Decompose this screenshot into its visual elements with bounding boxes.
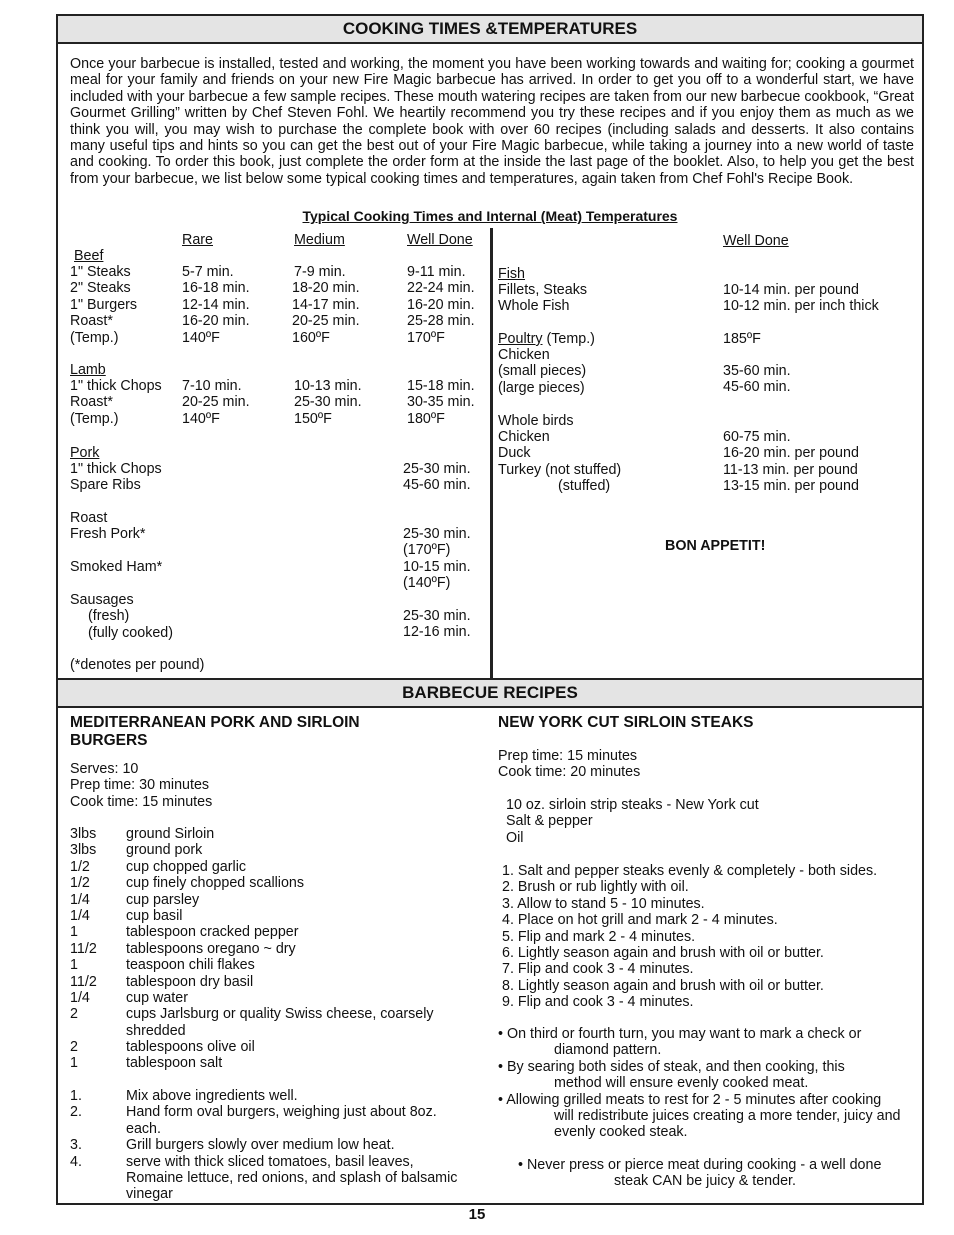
ingredient: cup water bbox=[126, 989, 188, 1006]
cell: 7-9 min. bbox=[294, 264, 346, 280]
sausages-fresh: (fresh) bbox=[88, 608, 130, 625]
meta-line: Cook time: 20 minutes bbox=[498, 764, 641, 781]
ingredient: tablespoons olive oil bbox=[126, 1039, 255, 1056]
cell: 170ºF bbox=[407, 329, 445, 346]
cell: 18-20 min. bbox=[292, 280, 360, 297]
step: 9. Flip and cook 3 - 4 minutes. bbox=[502, 994, 694, 1011]
cell: 180ºF bbox=[407, 410, 445, 427]
table-note: (*denotes per pound) bbox=[70, 657, 205, 673]
left-step-text bbox=[126, 1088, 466, 1203]
cell: 20-25 min. bbox=[182, 394, 250, 411]
cell: 160ºF bbox=[292, 329, 330, 346]
left-step-numbers bbox=[70, 1088, 82, 1170]
ingredient: cup finely chopped scallions bbox=[126, 875, 305, 892]
step: 5. Flip and mark 2 - 4 minutes. bbox=[502, 928, 696, 945]
pork-row: 1" thick Chops bbox=[70, 461, 162, 477]
meta-line: Prep time: 15 minutes bbox=[498, 748, 638, 764]
cell: 25-30 min. bbox=[294, 394, 362, 411]
qty: 3lbs bbox=[70, 826, 97, 842]
ingredient: tablespoon cracked pepper bbox=[126, 924, 299, 941]
cell: 25-30 min. bbox=[403, 461, 471, 477]
whole-birds-label: Whole birds bbox=[498, 413, 574, 429]
step-text: Hand form oval burgers, weighing just about 8oz. each. bbox=[126, 1104, 437, 1137]
step-text: serve with thick sliced tomatoes, basil leaves, Romaine lettuce, red onions, and splash of balsamic vinegar bbox=[126, 1153, 458, 1203]
cell: 30-35 min. bbox=[407, 394, 475, 411]
birds-row: Duck bbox=[498, 445, 531, 462]
right-recipe-title: NEW YORK CUT SIRLOIN STEAKS bbox=[498, 714, 754, 731]
cell: 14-17 min. bbox=[292, 296, 360, 313]
qty: 1/4 bbox=[70, 989, 90, 1006]
step-text: Grill burgers slowly over medium low heat. bbox=[126, 1137, 395, 1154]
step-number: 3. bbox=[70, 1137, 82, 1154]
step: 2. Brush or rub lightly with oil. bbox=[502, 879, 689, 896]
ingredient: Salt & pepper bbox=[506, 813, 593, 830]
poultry-times bbox=[723, 363, 791, 396]
qty: 3lbs bbox=[70, 842, 97, 859]
meta-line: Prep time: 30 minutes bbox=[70, 777, 210, 794]
cell: 16-20 min. bbox=[182, 313, 250, 330]
beef-rows bbox=[70, 264, 137, 346]
cell: 12-16 min. bbox=[403, 624, 471, 641]
qty: 1 bbox=[70, 1055, 78, 1072]
cell: 16-20 min. bbox=[407, 296, 475, 313]
ingredient: tablespoon dry basil bbox=[126, 973, 254, 990]
beef-medium bbox=[292, 264, 360, 346]
qty: 1/4 bbox=[70, 891, 90, 908]
step: 3. Allow to stand 5 - 10 minutes. bbox=[502, 895, 705, 912]
sausages-cooked: (fully cooked) bbox=[88, 624, 174, 641]
left-ingredient-qty bbox=[70, 826, 97, 1072]
final-tip-rest: steak CAN be juicy & tender. bbox=[614, 1173, 796, 1189]
cell: 45-60 min. bbox=[723, 379, 791, 396]
ingredient: Oil bbox=[506, 829, 524, 846]
qty: 2 bbox=[70, 1006, 78, 1023]
poultry-label: Poultry bbox=[498, 331, 543, 347]
beef-row: 1" Steaks bbox=[70, 264, 131, 280]
col-welldone: Well Done bbox=[407, 232, 473, 248]
ingredient: teaspoon chili flakes bbox=[126, 957, 255, 974]
beef-label: Beef bbox=[74, 248, 104, 264]
step: 4. Place on hot grill and mark 2 - 4 minutes. bbox=[502, 912, 778, 929]
qty: 2 bbox=[70, 1039, 78, 1056]
final-tip: • Never press or pierce meat during cooking - a well done bbox=[518, 1157, 882, 1173]
lamb-welldone bbox=[407, 378, 475, 427]
cell: (170ºF) bbox=[403, 542, 451, 559]
cell: 22-24 min. bbox=[407, 280, 475, 297]
qty: 11/2 bbox=[70, 973, 97, 990]
fish-row: Fillets, Steaks bbox=[498, 282, 587, 298]
ingredient: cups Jarlsburg or quality Swiss cheese, coarsely shredded bbox=[126, 1006, 434, 1039]
whole-birds-rows bbox=[498, 429, 621, 495]
cell: 45-60 min. bbox=[403, 477, 471, 494]
cell: 25-28 min. bbox=[407, 313, 475, 330]
beef-row: 1" Burgers bbox=[70, 296, 138, 313]
ingredient: tablespoon salt bbox=[126, 1055, 223, 1072]
left-recipe-title: MEDITERRANEAN PORK AND SIRLOIN BURGERS bbox=[70, 714, 360, 749]
fish-times bbox=[723, 282, 879, 315]
cooking-times-header: COOKING TIMES &TEMPERATURES bbox=[58, 16, 922, 44]
qty: 11/2 bbox=[70, 940, 97, 957]
cell: 9-11 min. bbox=[407, 264, 466, 280]
ingredient: cup parsley bbox=[126, 891, 200, 908]
beef-rare bbox=[182, 264, 250, 346]
cell: 140ºF bbox=[182, 329, 220, 346]
cell: 12-14 min. bbox=[182, 296, 250, 313]
lamb-medium bbox=[294, 378, 362, 427]
pork-label: Pork bbox=[70, 445, 100, 461]
lamb-row: 1" thick Chops bbox=[70, 378, 162, 394]
cell: 13-15 min. per pound bbox=[723, 478, 859, 495]
step-text: Mix above ingredients well. bbox=[126, 1088, 298, 1104]
poultry-row: (small pieces) bbox=[498, 363, 587, 380]
beef-row: (Temp.) bbox=[70, 329, 119, 346]
birds-stuffed: (stuffed) bbox=[558, 478, 611, 495]
step: 1. Salt and pepper steaks evenly & completely - both sides. bbox=[502, 863, 878, 879]
fish-row: Whole Fish bbox=[498, 298, 570, 315]
cell: 20-25 min. bbox=[292, 313, 360, 330]
step-number: 1. bbox=[70, 1088, 82, 1104]
tip-line: method will ensure evenly cooked meat. bbox=[554, 1075, 809, 1092]
qty: 1 bbox=[70, 957, 78, 974]
roast-label: Roast bbox=[70, 510, 108, 526]
meta-line: Cook time: 15 minutes bbox=[70, 793, 213, 810]
poultry-temp: 185ºF bbox=[723, 331, 761, 347]
step: 8. Lightly season again and brush with oil or butter. bbox=[502, 977, 824, 994]
smoked-ham-label: Smoked Ham* bbox=[70, 559, 163, 576]
lamb-row: Roast* bbox=[70, 394, 113, 411]
cell: (140ºF) bbox=[403, 575, 451, 592]
qty: 1/2 bbox=[70, 875, 90, 892]
cell: 15-18 min. bbox=[407, 378, 475, 394]
left-ingredient-items bbox=[126, 826, 466, 1072]
cell: 25-30 min. bbox=[403, 526, 471, 542]
ingredient: tablespoons oregano ~ dry bbox=[126, 940, 296, 957]
tip-line: will redistribute juices creating a more tender, juicy and evenly cooked steak. bbox=[554, 1108, 901, 1141]
tip-line: diamond pattern. bbox=[554, 1042, 662, 1059]
tip-line: • By searing both sides of steak, and then cooking, this bbox=[498, 1058, 845, 1075]
step-number: 2. bbox=[70, 1104, 82, 1121]
sausage-labels bbox=[70, 592, 173, 641]
beef-row: Roast* bbox=[70, 313, 113, 330]
cell: 10-14 min. per pound bbox=[723, 282, 859, 298]
cell: 16-18 min. bbox=[182, 280, 250, 297]
sausage-times bbox=[403, 608, 471, 641]
sausages-label: Sausages bbox=[70, 592, 134, 608]
col-rare: Rare bbox=[182, 232, 213, 248]
cell: 25-30 min. bbox=[403, 608, 471, 624]
beef-welldone bbox=[407, 264, 475, 346]
whole-birds-times bbox=[723, 429, 859, 495]
roast-labels bbox=[70, 510, 162, 576]
left-recipe-meta bbox=[70, 761, 212, 810]
roast-times bbox=[403, 526, 471, 592]
qty: 1/4 bbox=[70, 907, 90, 924]
cell: 11-13 min. per pound bbox=[723, 461, 858, 478]
cell: 140ºF bbox=[182, 410, 220, 427]
ingredient: 10 oz. sirloin strip steaks - New York cut bbox=[506, 797, 759, 813]
meta-line: Serves: 10 bbox=[70, 761, 139, 777]
lamb-row: (Temp.) bbox=[70, 410, 119, 427]
bon-appetit: BON APPETIT! bbox=[665, 538, 766, 554]
page-frame bbox=[56, 14, 924, 1205]
cell: 10-15 min. bbox=[403, 558, 471, 575]
pork-rows bbox=[70, 461, 162, 494]
step: 7. Flip and cook 3 - 4 minutes. bbox=[502, 961, 694, 978]
page-number: 15 bbox=[468, 1206, 486, 1223]
ingredient: ground Sirloin bbox=[126, 826, 215, 842]
cell: 7-10 min. bbox=[182, 378, 242, 394]
cell: 60-75 min. bbox=[723, 429, 791, 445]
poultry-suffix: (Temp.) bbox=[542, 331, 595, 347]
col-welldone-right: Well Done bbox=[723, 233, 789, 249]
cell: 16-20 min. per pound bbox=[723, 445, 859, 462]
cell: 150ºF bbox=[294, 410, 332, 427]
fish-rows bbox=[498, 282, 587, 315]
table-title: Typical Cooking Times and Internal (Meat) Temperatures bbox=[302, 208, 678, 224]
right-ingredients bbox=[506, 797, 759, 846]
ingredient: cup chopped garlic bbox=[126, 858, 247, 875]
qty: 1/2 bbox=[70, 858, 90, 875]
right-recipe-meta bbox=[498, 748, 640, 781]
fresh-pork-label: Fresh Pork* bbox=[70, 526, 146, 543]
poultry-row: (large pieces) bbox=[498, 379, 585, 396]
cell: 5-7 min. bbox=[182, 264, 234, 280]
poultry-rows bbox=[498, 347, 586, 396]
cell: 35-60 min. bbox=[723, 363, 791, 379]
cell: 10-12 min. per inch thick bbox=[723, 298, 879, 315]
step-number: 4. bbox=[70, 1153, 82, 1170]
tip-line: • Allowing grilled meats to rest for 2 - 5 minutes after cooking bbox=[498, 1091, 882, 1108]
ingredient: cup basil bbox=[126, 907, 183, 924]
pork-welldone bbox=[403, 461, 471, 494]
poultry-chicken: Chicken bbox=[498, 347, 550, 363]
fish-label: Fish bbox=[498, 266, 526, 282]
cell: 10-13 min. bbox=[294, 378, 362, 394]
recipes-header: BARBECUE RECIPES bbox=[58, 678, 922, 708]
column-divider bbox=[490, 228, 493, 678]
step: 6. Lightly season again and brush with oil or butter. bbox=[502, 944, 824, 961]
right-steps bbox=[502, 863, 877, 1011]
birds-row: Chicken bbox=[498, 429, 550, 445]
birds-row: Turkey (not stuffed) bbox=[498, 461, 622, 478]
lamb-rare bbox=[182, 378, 250, 427]
ingredient: ground pork bbox=[126, 842, 203, 859]
tip-line: • On third or fourth turn, you may want to mark a check or bbox=[498, 1026, 862, 1042]
col-medium: Medium bbox=[294, 232, 345, 248]
right-tips bbox=[498, 1026, 881, 1108]
intro-paragraph: Once your barbecue is installed, tested and working, the moment you have been working towards and waiting for; cooking a gourmet meal for your family and friends on your new Fire Magic barbecue has arrived. In order to get you off to a wonderful start, we have included with your barbecue a few sample recipes. These mouth watering recipes are taken from our new barbecue cookbook, “Great Gourmet Grilling” written by Chef Steven Fohl. We heartily recommend you try these recipes and if you enjoy them as much as we think you will, you may wish to purchase the complete book with over 60 recipes (including salads and desserts. It also contains many useful tips and hints so you can get the best out of your Fire Magic barbecue, while taking a journey into a new world of taste and cooking. To order this book, just complete the order form at the inside the last page of the booklet. Also, to help you get the best from your barbecue, we list below some typical cooking times and temperatures, again taken from Chef Fohl's Recipe Book. bbox=[70, 56, 914, 187]
beef-row: 2" Steaks bbox=[70, 280, 131, 297]
lamb-rows bbox=[70, 378, 162, 427]
pork-row: Spare Ribs bbox=[70, 477, 141, 494]
poultry-heading bbox=[498, 331, 595, 347]
qty: 1 bbox=[70, 924, 78, 941]
lamb-label: Lamb bbox=[70, 362, 106, 378]
